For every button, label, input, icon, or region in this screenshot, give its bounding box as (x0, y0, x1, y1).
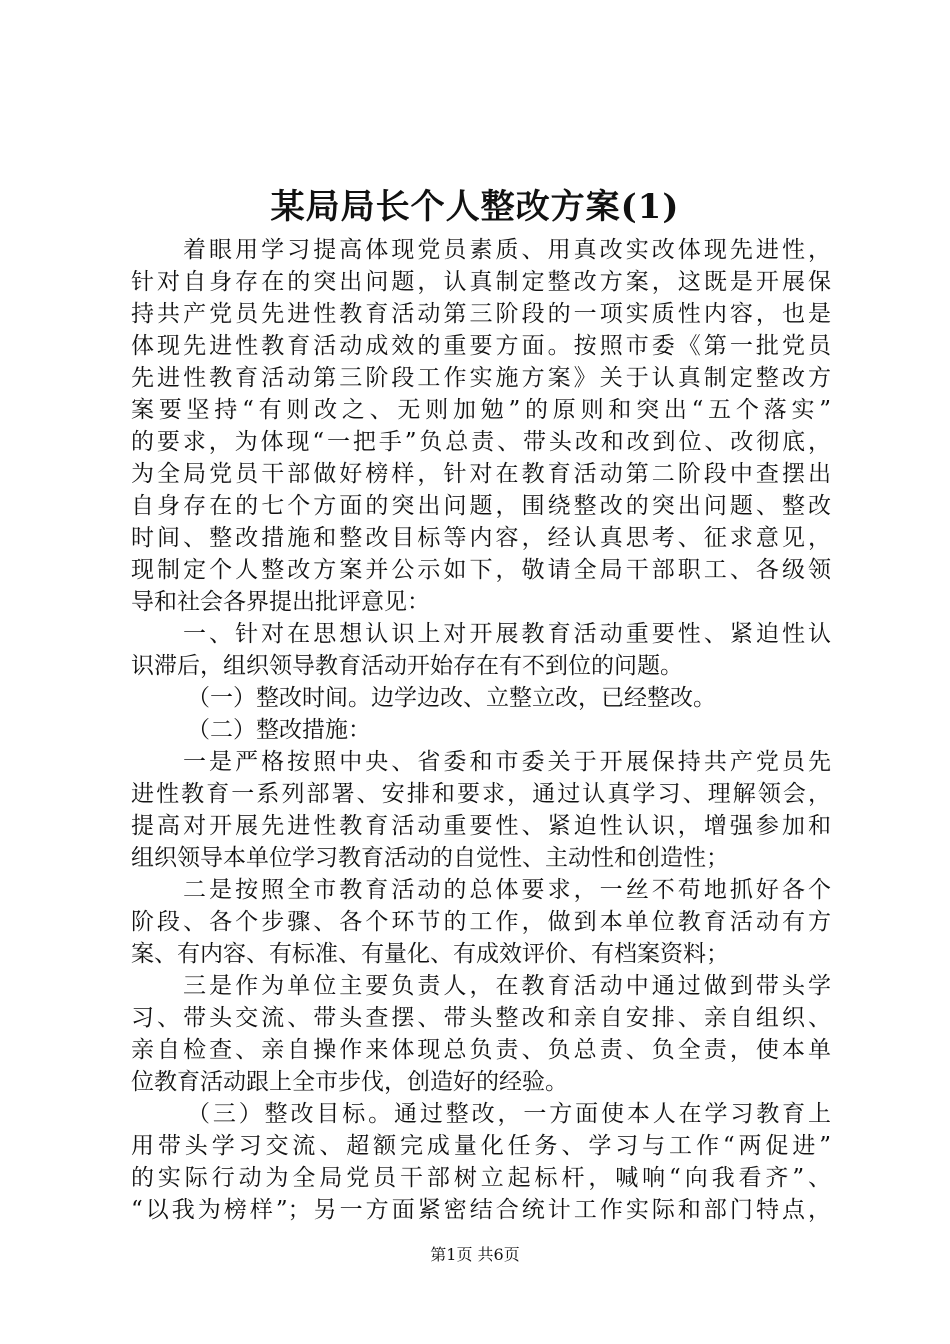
paragraph-line: 导和社会各界提出批评意见： (131, 589, 430, 615)
paragraph-line: 案、有内容、有标准、有量化、有成效评价、有档案资料； (131, 941, 729, 967)
paragraph-line: “以我为榜样”；另一方面紧密结合统计工作实际和部门特点， (131, 1197, 831, 1223)
paragraph-line: 亲自检查、亲自操作来体现总负责、负总责、负全责，使本单 (131, 1037, 831, 1063)
paragraph-line: 时间、整改措施和整改目标等内容，经认真思考、征求意见， (131, 525, 831, 551)
document-body (131, 234, 831, 1226)
paragraph-line: 的要求，为体现“一把手”负总责、带头改和改到位、改彻底， (131, 429, 831, 455)
paragraph-line: 二是按照全市教育活动的总体要求，一丝不苟地抓好各个 (183, 877, 831, 903)
paragraph-line: 位教育活动跟上全市步伐，创造好的经验。 (131, 1069, 568, 1095)
paragraph-line: 阶段、各个步骤、各个环节的工作，做到本单位教育活动有方 (131, 909, 831, 935)
paragraph-line: 案要坚持“有则改之、无则加勉”的原则和突出“五个落实” (131, 397, 831, 423)
paragraph-line: 用带头学习交流、超额完成量化任务、学习与工作“两促进” (131, 1133, 831, 1159)
paragraph-line: 一、针对在思想认识上对开展教育活动重要性、紧迫性认 (183, 621, 831, 647)
paragraph-line: 习、带头交流、带头查摆、带头整改和亲自安排、亲自组织、 (131, 1005, 831, 1031)
section-heading: （二）整改措施： (187, 717, 371, 743)
page-footer: 第1页 共6页 (430, 1245, 520, 1264)
paragraph-line: 一是严格按照中央、省委和市委关于开展保持共产党员先 (183, 749, 831, 775)
paragraph-line: 体现先进性教育活动成效的重要方面。按照市委《第一批党员 (131, 333, 831, 359)
paragraph-line: 着眼用学习提高体现党员素质、用真改实改体现先进性， (183, 237, 831, 263)
paragraph-line: 先进性教育活动第三阶段工作实施方案》关于认真制定整改方 (131, 365, 831, 391)
paragraph-line: 的实际行动为全局党员干部树立起标杆，喊响“向我看齐”、 (131, 1165, 831, 1191)
paragraph-line: 三是作为单位主要负责人，在教育活动中通过做到带头学 (183, 973, 831, 999)
paragraph-line: 为全局党员干部做好榜样，针对在教育活动第二阶段中查摆出 (131, 461, 831, 487)
paragraph-line: 持共产党员先进性教育活动第三阶段的一项实质性内容，也是 (131, 301, 831, 327)
paragraph-line: 针对自身存在的突出问题，认真制定整改方案，这既是开展保 (131, 269, 831, 295)
paragraph-line: 提高对开展先进性教育活动重要性、紧迫性认识，增强参加和 (131, 813, 831, 839)
paragraph-line: 进性教育一系列部署、安排和要求，通过认真学习、理解领会， (131, 781, 831, 807)
paragraph-line: 识滞后，组织领导教育活动开始存在有不到位的问题。 (131, 653, 683, 679)
paragraph-line: 组织领导本单位学习教育活动的自觉性、主动性和创造性； (131, 845, 729, 871)
section-heading: （一）整改时间。边学边改、立整立改，已经整改。 (187, 685, 716, 711)
paragraph-line: 现制定个人整改方案并公示如下，敬请全局干部职工、各级领 (131, 557, 831, 583)
document-title: 某局局长个人整改方案(1) (270, 187, 680, 227)
paragraph-line: （三）整改目标。通过整改，一方面使本人在学习教育上 (187, 1101, 831, 1127)
paragraph-line: 自身存在的七个方面的突出问题，围绕整改的突出问题、整改 (131, 493, 831, 519)
